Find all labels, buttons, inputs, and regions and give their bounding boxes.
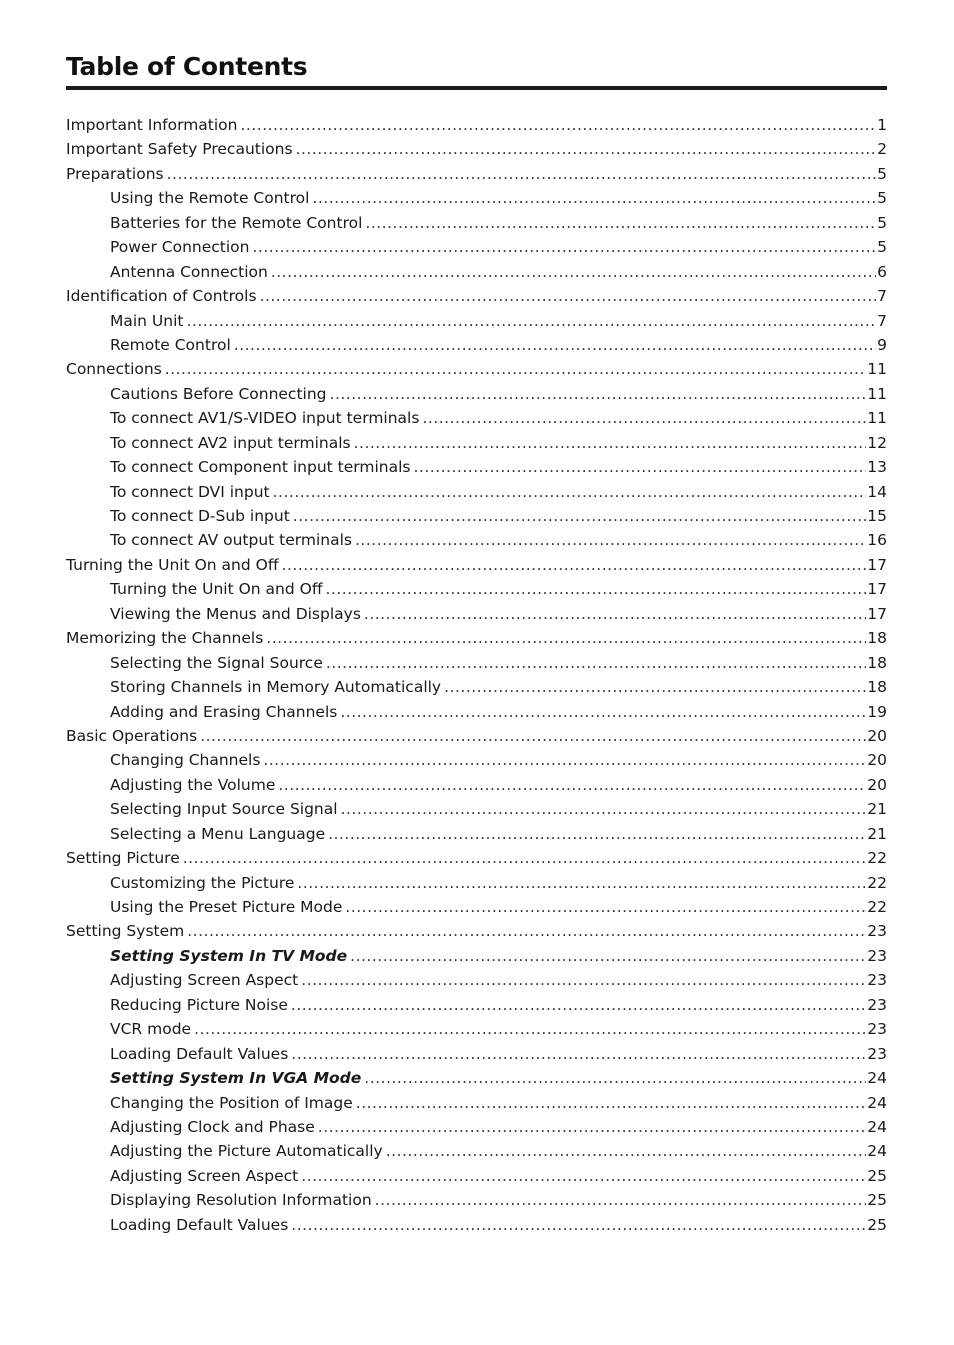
toc-entry-label: To connect AV2 input terminals <box>110 433 351 452</box>
toc-section-entry[interactable] <box>66 137 887 161</box>
toc-subsection-entry[interactable] <box>66 602 887 626</box>
toc-entry-label: Changing the Position of Image <box>110 1093 353 1112</box>
dot-leader <box>186 309 876 333</box>
toc-entry-page-number: 23 <box>867 922 887 941</box>
toc-section-entry[interactable] <box>66 284 887 308</box>
toc-section-entry[interactable] <box>66 626 887 650</box>
dot-leader <box>350 944 866 968</box>
toc-entry-label: To connect DVI input <box>110 482 270 501</box>
toc-entry-label: Setting Picture <box>66 849 180 868</box>
toc-entry-page-number: 18 <box>867 678 887 697</box>
dot-leader <box>414 455 867 479</box>
toc-subsection-entry[interactable] <box>66 968 887 992</box>
toc-entry-page-number: 5 <box>877 238 887 257</box>
toc-entry-label: Using the Preset Picture Mode <box>110 898 343 916</box>
toc-entry-page-number: 23 <box>867 946 887 965</box>
toc-entry-page-number: 21 <box>867 824 887 843</box>
dot-leader <box>278 773 866 797</box>
dot-leader <box>260 284 877 308</box>
toc-entry-label: To connect Component input terminals <box>110 458 411 477</box>
dot-leader <box>296 137 877 161</box>
toc-subsection-entry[interactable] <box>66 944 887 968</box>
toc-entry-page-number: 11 <box>867 384 887 403</box>
dot-leader <box>444 675 866 699</box>
dot-leader <box>183 846 867 870</box>
toc-section-entry[interactable] <box>66 724 887 748</box>
dot-leader <box>271 260 876 284</box>
toc-entry-label: Important Information <box>66 116 238 134</box>
toc-entry-page-number: 13 <box>867 458 887 477</box>
toc-entry-label: Adjusting Screen Aspect <box>110 1166 299 1185</box>
toc-entry-page-number: 22 <box>867 898 887 916</box>
toc-subsection-entry[interactable] <box>66 235 887 259</box>
dot-leader <box>364 602 866 626</box>
toc-subsection-entry[interactable] <box>66 871 887 895</box>
toc-entry-label: Connections <box>66 360 162 379</box>
toc-subsection-entry[interactable] <box>66 895 887 919</box>
toc-subsection-entry[interactable] <box>66 406 887 430</box>
toc-entry-page-number: 14 <box>867 482 887 501</box>
dot-leader <box>301 1164 866 1188</box>
toc-entry-page-number: 5 <box>877 213 887 232</box>
toc-subsection-entry[interactable] <box>66 431 887 455</box>
toc-entry-label: Setting System In VGA Mode <box>110 1069 362 1088</box>
toc-entry-label: Turning the Unit On and Off <box>110 580 323 599</box>
toc-entry-label: Displaying Resolution Information <box>110 1191 372 1210</box>
toc-entry-label: Selecting a Menu Language <box>110 824 326 843</box>
dot-leader <box>253 235 877 259</box>
toc-entry-page-number: 7 <box>877 311 887 330</box>
toc-entry-page-number: 2 <box>877 140 887 159</box>
dot-leader <box>187 919 866 943</box>
toc-entry-label: Adjusting the Volume <box>110 775 276 794</box>
toc-list <box>66 113 887 1237</box>
toc-subsection-entry[interactable] <box>66 1139 887 1163</box>
dot-leader <box>301 968 866 992</box>
toc-subsection-entry[interactable] <box>66 455 887 479</box>
toc-subsection-entry[interactable] <box>66 504 887 528</box>
dot-leader <box>341 797 867 821</box>
dot-leader <box>328 822 866 846</box>
toc-entry-page-number: 17 <box>867 580 887 599</box>
toc-entry-page-number: 11 <box>867 409 887 428</box>
toc-subsection-entry[interactable] <box>66 1188 887 1212</box>
toc-entry-page-number: 18 <box>867 629 887 648</box>
toc-entry-page-number: 9 <box>877 335 887 354</box>
toc-subsection-entry[interactable] <box>66 700 887 724</box>
toc-subsection-entry[interactable] <box>66 211 887 235</box>
dot-leader <box>345 895 866 919</box>
toc-entry-label: Identification of Controls <box>66 287 257 306</box>
toc-entry-label: To connect AV1/S-VIDEO input terminals <box>110 409 420 428</box>
toc-subsection-entry[interactable] <box>66 797 887 821</box>
toc-subsection-entry[interactable] <box>66 675 887 699</box>
toc-entry-label: Power Connection <box>110 238 250 257</box>
dot-leader <box>326 651 866 675</box>
toc-subsection-entry[interactable] <box>66 577 887 601</box>
dot-leader <box>354 431 867 455</box>
dot-leader <box>282 553 867 577</box>
toc-entry-label: Turning the Unit On and Off <box>66 555 279 574</box>
toc-entry-page-number: 1 <box>877 116 887 134</box>
toc-entry-label: Changing Channels <box>110 751 261 770</box>
dot-leader <box>293 504 866 528</box>
toc-entry-page-number: 25 <box>867 1191 887 1210</box>
dot-leader <box>356 1091 867 1115</box>
toc-entry-label: Customizing the Picture <box>110 873 295 892</box>
toc-entry-page-number: 12 <box>867 433 887 452</box>
toc-section-entry[interactable] <box>66 162 887 186</box>
toc-entry-label: Batteries for the Remote Control <box>110 213 363 232</box>
toc-subsection-entry[interactable] <box>66 309 887 333</box>
toc-entry-page-number: 23 <box>867 971 887 990</box>
toc-entry-label: Setting System In TV Mode <box>110 946 348 965</box>
toc-section-entry[interactable] <box>66 919 887 943</box>
dot-leader <box>200 724 866 748</box>
toc-entry-label: Loading Default Values <box>110 1215 289 1234</box>
toc-entry-page-number: 22 <box>867 873 887 892</box>
toc-entry-label: Selecting the Signal Source <box>110 653 323 672</box>
toc-subsection-entry[interactable] <box>66 186 887 210</box>
toc-subsection-entry[interactable] <box>66 1091 887 1115</box>
toc-entry-label: Adding and Erasing Channels <box>110 702 338 721</box>
toc-section-entry[interactable] <box>66 113 887 137</box>
title-rule <box>66 86 887 90</box>
toc-subsection-entry[interactable] <box>66 1164 887 1188</box>
toc-entry-page-number: 20 <box>867 775 887 794</box>
dot-leader <box>291 1042 866 1066</box>
toc-entry-label: Using the Remote Control <box>110 189 310 208</box>
page-title: Table of Contents <box>66 52 308 81</box>
dot-leader <box>165 357 866 381</box>
dot-leader <box>266 626 866 650</box>
toc-entry-page-number: 24 <box>867 1142 887 1161</box>
toc-entry-label: Antenna Connection <box>110 262 268 281</box>
toc-entry-label: VCR mode <box>110 1020 192 1039</box>
toc-entry-label: Main Unit <box>110 311 184 330</box>
toc-subsection-entry[interactable] <box>66 528 887 552</box>
toc-entry-label: Storing Channels in Memory Automatically <box>110 678 442 697</box>
toc-page <box>66 0 887 1234</box>
toc-entry-page-number: 16 <box>867 531 887 550</box>
dot-leader <box>167 162 877 186</box>
toc-entry-page-number: 11 <box>867 360 887 379</box>
toc-entry-label: Adjusting Screen Aspect <box>110 971 299 990</box>
toc-entry-label: Selecting Input Source Signal <box>110 800 338 819</box>
dot-leader <box>422 406 866 430</box>
dot-leader <box>365 211 876 235</box>
dot-leader <box>318 1115 867 1139</box>
toc-subsection-entry[interactable] <box>66 773 887 797</box>
dot-leader <box>375 1188 867 1212</box>
toc-subsection-entry[interactable] <box>66 333 887 357</box>
toc-entry-page-number: 23 <box>867 1020 887 1039</box>
toc-subsection-entry[interactable] <box>66 480 887 504</box>
toc-entry-page-number: 5 <box>877 164 887 183</box>
toc-entry-page-number: 22 <box>867 849 887 868</box>
toc-entry-page-number: 19 <box>867 702 887 721</box>
toc-entry-label: Basic Operations <box>66 726 198 745</box>
dot-leader <box>312 186 876 210</box>
toc-entry-label: Cautions Before Connecting <box>110 384 327 403</box>
toc-entry-page-number: 15 <box>867 507 887 525</box>
dot-leader <box>386 1139 867 1163</box>
toc-entry-page-number: 6 <box>877 262 887 281</box>
toc-entry-page-number: 7 <box>877 287 887 306</box>
dot-leader <box>340 700 866 724</box>
toc-section-entry[interactable] <box>66 357 887 381</box>
toc-entry-page-number: 20 <box>867 751 887 770</box>
dot-leader <box>297 871 866 895</box>
dot-leader <box>194 1017 866 1041</box>
toc-subsection-entry[interactable] <box>66 1066 887 1090</box>
toc-entry-label: Preparations <box>66 164 164 183</box>
toc-entry-label: Memorizing the Channels <box>66 629 264 648</box>
toc-entry-label: Reducing Picture Noise <box>110 995 288 1014</box>
toc-entry-label: To connect AV output terminals <box>110 531 352 550</box>
toc-subsection-entry[interactable] <box>66 993 887 1017</box>
dot-leader <box>263 748 866 772</box>
toc-entry-label: Remote Control <box>110 335 231 354</box>
toc-entry-page-number: 23 <box>867 1044 887 1063</box>
dot-leader <box>326 577 867 601</box>
toc-entry-label: Loading Default Values <box>110 1044 289 1063</box>
dot-leader <box>364 1066 866 1090</box>
toc-entry-label: Adjusting the Picture Automatically <box>110 1142 383 1161</box>
toc-entry-page-number: 5 <box>877 189 887 208</box>
toc-subsection-entry[interactable] <box>66 1042 887 1066</box>
toc-subsection-entry[interactable] <box>66 1115 887 1139</box>
toc-subsection-entry[interactable] <box>66 651 887 675</box>
toc-subsection-entry[interactable] <box>66 1213 887 1237</box>
toc-entry-page-number: 17 <box>867 555 887 574</box>
toc-subsection-entry[interactable] <box>66 382 887 406</box>
toc-subsection-entry[interactable] <box>66 260 887 284</box>
toc-entry-label: Setting System <box>66 922 185 941</box>
dot-leader <box>273 480 867 504</box>
dot-leader <box>291 993 866 1017</box>
toc-entry-page-number: 21 <box>867 800 887 819</box>
toc-entry-label: Important Safety Precautions <box>66 140 293 159</box>
dot-leader <box>330 382 867 406</box>
toc-section-entry[interactable] <box>66 846 887 870</box>
toc-entry-page-number: 24 <box>867 1069 887 1088</box>
toc-subsection-entry[interactable] <box>66 1017 887 1041</box>
toc-entry-label: Viewing the Menus and Displays <box>110 604 361 623</box>
toc-entry-page-number: 17 <box>867 604 887 623</box>
toc-subsection-entry[interactable] <box>66 748 887 772</box>
dot-leader <box>241 113 877 137</box>
toc-entry-label: To connect D-Sub input <box>110 507 290 525</box>
dot-leader <box>234 333 876 357</box>
toc-entry-page-number: 25 <box>867 1166 887 1185</box>
toc-entry-page-number: 23 <box>867 995 887 1014</box>
toc-entry-label: Adjusting Clock and Phase <box>110 1117 315 1136</box>
toc-entry-page-number: 24 <box>867 1093 887 1112</box>
toc-section-entry[interactable] <box>66 553 887 577</box>
toc-entry-page-number: 24 <box>867 1117 887 1136</box>
dot-leader <box>355 528 866 552</box>
toc-entry-page-number: 20 <box>867 726 887 745</box>
dot-leader <box>291 1213 866 1237</box>
toc-entry-page-number: 18 <box>867 653 887 672</box>
toc-subsection-entry[interactable] <box>66 822 887 846</box>
toc-entry-page-number: 25 <box>867 1215 887 1234</box>
